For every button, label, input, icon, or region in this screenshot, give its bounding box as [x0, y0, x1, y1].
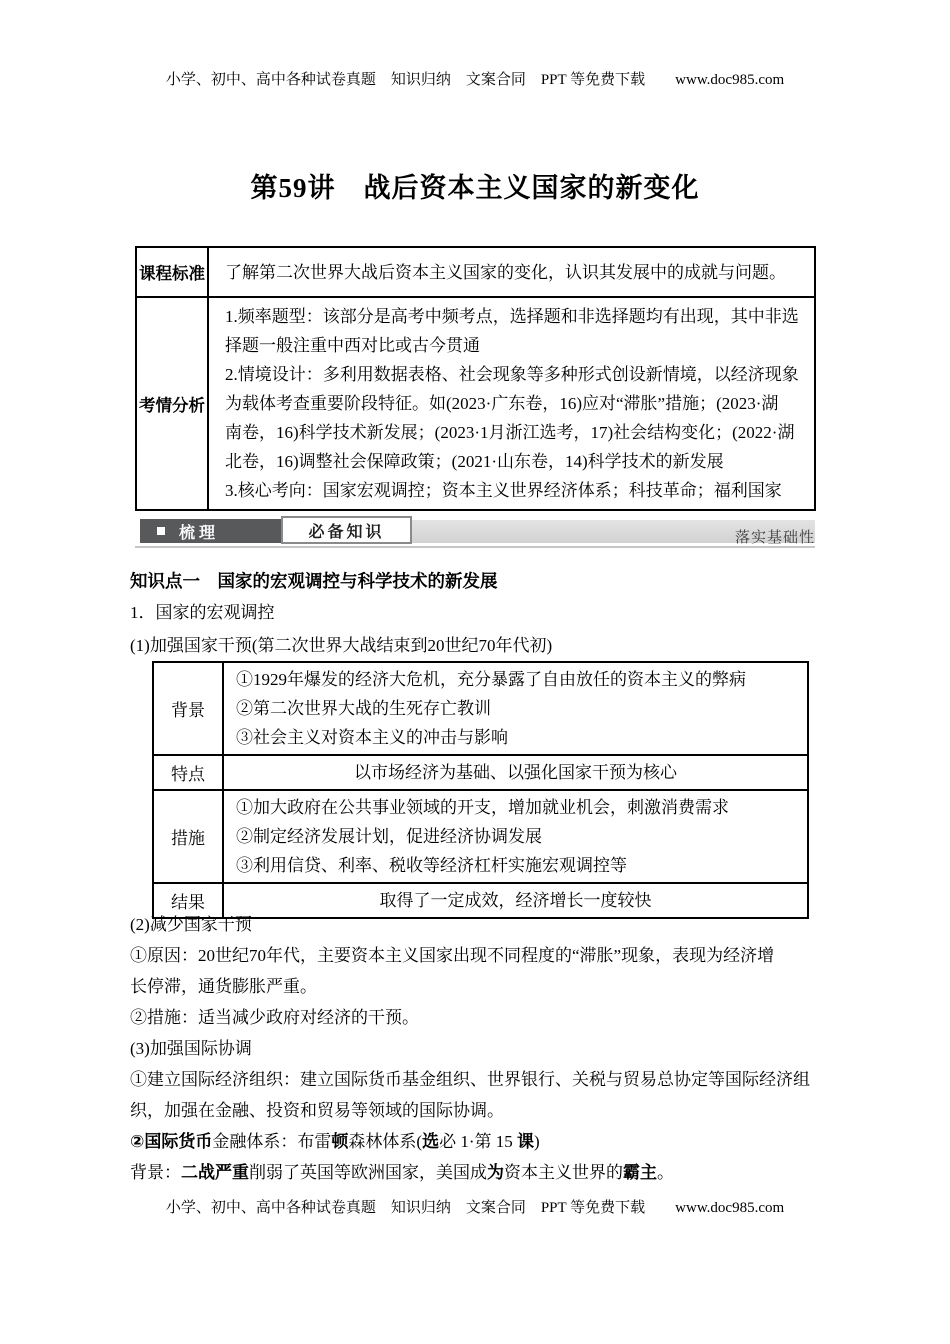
- section-bar-dark-tab: [140, 519, 282, 543]
- macro-control-table: [152, 661, 809, 919]
- text-line: ③利用信贷、利率、税收等经济杠杆实施宏观调控等: [236, 856, 627, 875]
- result-label: 结果: [153, 883, 223, 918]
- table-row: [153, 790, 808, 883]
- text-line: 南卷，16)科学技术新发展；(2023·1月浙江选考，17)社会结构变化；(2022·湖: [225, 423, 795, 442]
- text-line: 北卷，16)调整社会保障政策；(2021·山东卷，14)科学技术的新发展: [225, 452, 724, 471]
- section-bar-white-tab: [281, 516, 412, 544]
- text-line: ①原因：20世纪70年代，主要资本主义国家出现不同程度的“滞胀”现象，表现为经济增: [130, 946, 775, 965]
- text-line: 了解第二次世界大战后资本主义国家的变化，认识其发展中的成就与问题。: [225, 262, 786, 282]
- text-line: 择题一般注重中西对比或古今贯通: [225, 336, 480, 355]
- text-line: 织，加强在金融、投资和贸易等领域的国际协调。: [130, 1101, 504, 1120]
- page-header-text: 小学、初中、高中各种试卷真题 知识归纳 文案合同 PPT 等免费下载 www.doc985.com: [165, 72, 785, 88]
- text-line: 长停滞，通货膨胀严重。: [130, 977, 317, 996]
- text-line: ②制定经济发展计划，促进经济协调发展: [236, 827, 542, 846]
- background-label: 背景: [153, 662, 223, 755]
- knowledge-point-heading: 知识点一 国家的宏观调控与科学技术的新发展: [130, 571, 498, 591]
- section-bar-right-label: 落实基础性: [734, 529, 815, 546]
- page-title: 第59讲 战后资本主义国家的新变化: [250, 173, 700, 203]
- square-bullet-icon: [157, 527, 165, 535]
- text-line: 为载体考查重要阶段特征。如(2023·广东卷，16)应对“滞胀”措施；(2023·湖: [225, 394, 779, 413]
- measures-label: 措施: [153, 790, 223, 883]
- section-bar-tab-label: 必备知识: [308, 523, 385, 541]
- text-line: 取得了一定成效，经济增长一度较快: [379, 891, 652, 910]
- measures-content: [223, 790, 808, 883]
- curriculum-exam-table: [135, 246, 816, 511]
- text-line: ②国际货币金融体系：布雷顿森林体系(选必 1·第 15 课): [130, 1132, 540, 1151]
- text-line: ①建立国际经济组织：建立国际货币基金组织、世界银行、关税与贸易总协定等国际经济组: [130, 1070, 810, 1089]
- text-line: (3)加强国际协调: [130, 1039, 252, 1058]
- section-bar-left-label: 梳理: [179, 524, 220, 542]
- curriculum-standard-content: [208, 247, 815, 297]
- text-line: (2)减少国家干预: [130, 915, 252, 934]
- exam-analysis-label: 考情分析: [136, 297, 208, 510]
- table-row: [153, 755, 808, 790]
- text-line: ①1929年爆发的经济大危机，充分暴露了自由放任的资本主义的弊病: [236, 670, 746, 689]
- section-bar-underline: [135, 546, 815, 548]
- background-content: [223, 662, 808, 755]
- text-line: 2.情境设计：多利用数据表格、社会现象等多种形式创设新情境，以经济现象: [225, 365, 799, 384]
- table-row: [136, 297, 815, 510]
- curriculum-standard-label: 课程标准: [136, 247, 208, 297]
- text-line: ①加大政府在公共事业领域的开支，增加就业机会，刺激消费需求: [236, 798, 729, 817]
- text-line: (1)加强国家干预(第二次世界大战结束到20世纪70年代初): [130, 636, 553, 655]
- text-line: 以市场经济为基础、以强化国家干预为核心: [354, 763, 677, 782]
- text-line: 3.核心考向：国家宏观调控；资本主义世界经济体系；科技革命；福利国家: [225, 481, 782, 500]
- text-line: ②措施：适当减少政府对经济的干预。: [130, 1008, 419, 1027]
- exam-analysis-content: [208, 297, 815, 510]
- text-line: 1.频率题型：该部分是高考中频考点，选择题和非选择题均有出现，其中非选: [225, 307, 799, 326]
- body-text-block-2: [130, 909, 830, 1188]
- table-row: [136, 247, 815, 297]
- text-line: ②第二次世界大战的生死存亡教训: [236, 699, 491, 718]
- text-line: 背景：二战严重削弱了英国等欧洲国家，美国成为资本主义世界的霸主。: [130, 1163, 674, 1182]
- body-text-block-1: [130, 596, 830, 662]
- text-line: ③社会主义对资本主义的冲击与影响: [236, 728, 508, 747]
- feature-label: 特点: [153, 755, 223, 790]
- page-footer-text: 小学、初中、高中各种试卷真题 知识归纳 文案合同 PPT 等免费下载 www.doc985.com: [165, 1200, 785, 1216]
- text-line: 1．国家的宏观调控: [130, 603, 275, 622]
- feature-content: [223, 755, 808, 790]
- table-row: [153, 662, 808, 755]
